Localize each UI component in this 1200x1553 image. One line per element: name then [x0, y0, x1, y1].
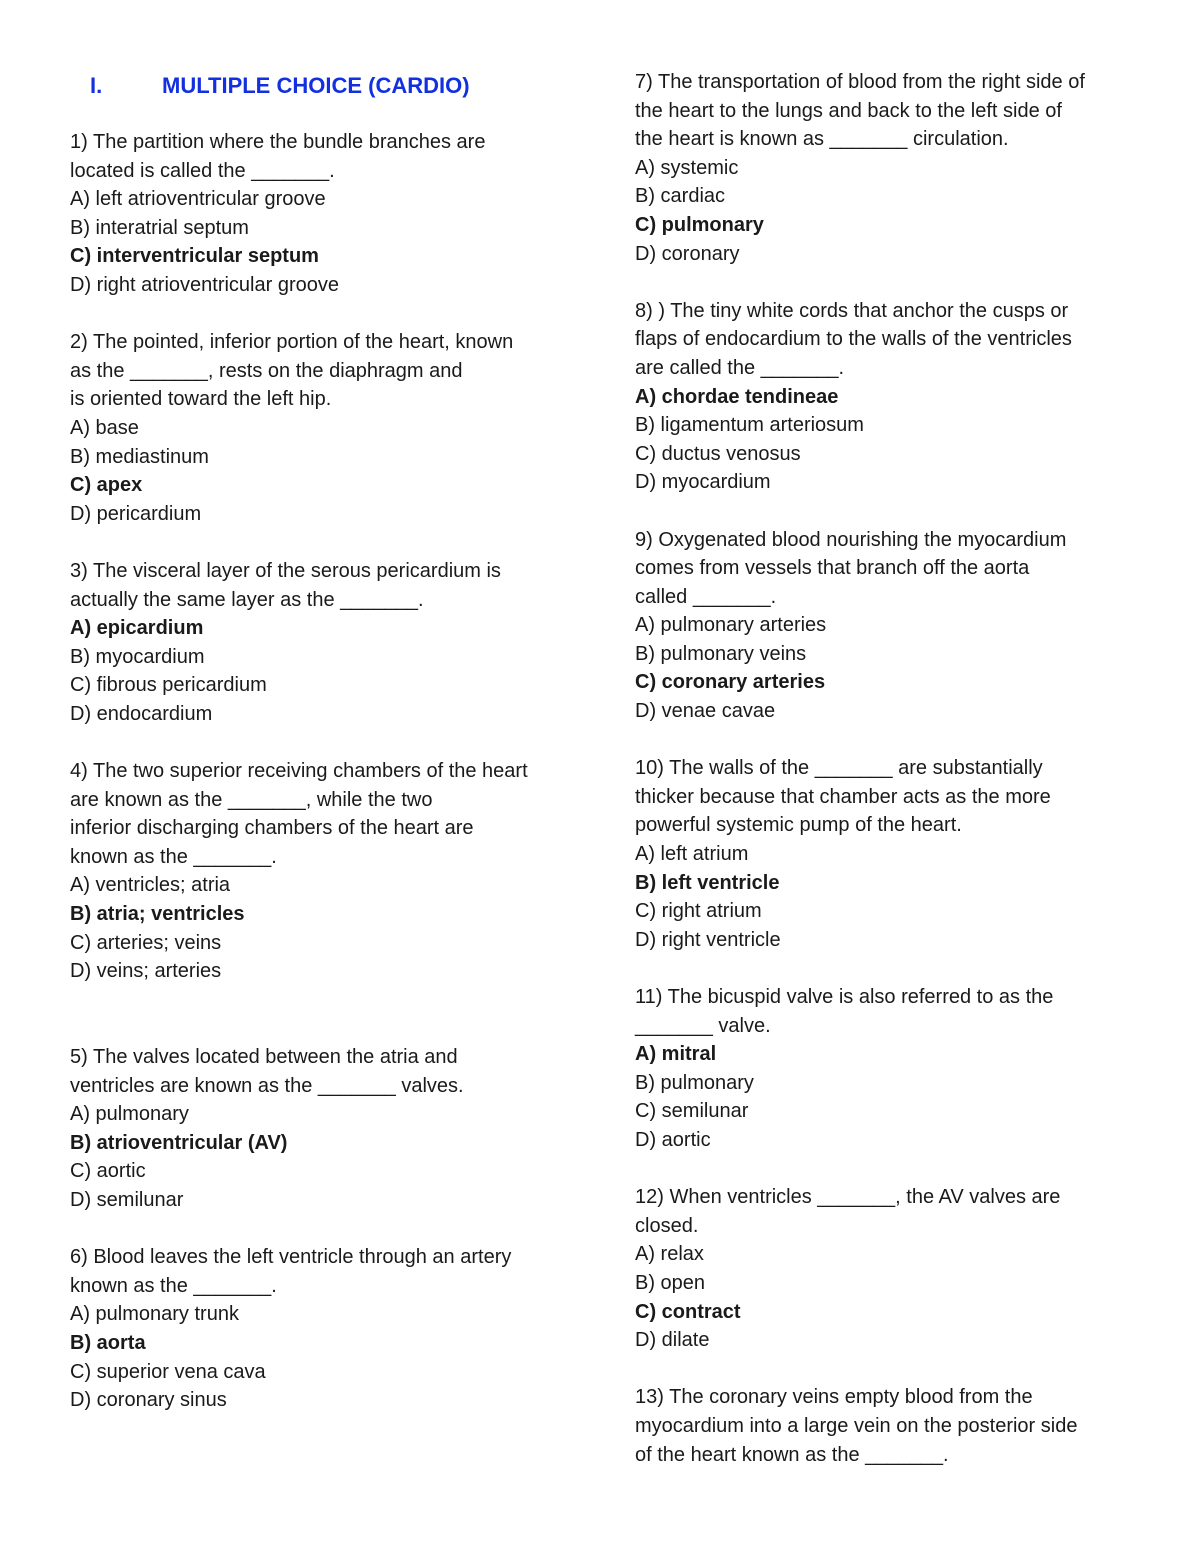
answer-option: D) coronary — [635, 242, 740, 265]
answer-option: B) cardiac — [635, 185, 726, 208]
question-stem-line: 12) When ventricles _______, the AV valves are — [635, 1186, 1061, 1209]
question-stem-line: 8) ) The tiny white cords that anchor the cusps or — [635, 299, 1069, 322]
question-2 — [70, 328, 580, 528]
question-stem-line: comes from vessels that branch off the aorta — [635, 557, 1030, 580]
question-stem-line: _______ valve. — [635, 1014, 771, 1037]
question-stem-line: known as the _______. — [70, 1274, 277, 1297]
correct-answer-option: B) atria; ventricles — [70, 903, 245, 926]
question-11 — [635, 983, 1155, 1155]
answer-option: A) base — [70, 416, 139, 439]
answer-option: B) interatrial septum — [70, 216, 249, 239]
answer-option: C) superior vena cava — [70, 1360, 266, 1383]
section-heading — [70, 68, 580, 104]
answer-option: C) fibrous pericardium — [70, 674, 267, 697]
correct-answer-option: A) chordae tendineae — [635, 385, 839, 408]
answer-option: B) open — [635, 1271, 706, 1294]
question-stem-line: 4) The two superior receiving chambers of the heart — [70, 760, 528, 783]
question-stem-line: are known as the _______, while the two — [70, 788, 433, 811]
answer-option: A) pulmonary arteries — [635, 614, 827, 637]
question-5 — [70, 1043, 580, 1215]
question-7 — [635, 68, 1155, 268]
answer-option: A) ventricles; atria — [70, 874, 231, 897]
question-stem-line: thicker because that chamber acts as the more — [635, 785, 1051, 808]
correct-answer-option: A) epicardium — [70, 617, 204, 640]
answer-option: C) aortic — [70, 1160, 146, 1183]
question-stem-line: as the _______, rests on the diaphragm and — [70, 359, 463, 382]
correct-answer-option: C) pulmonary — [635, 213, 764, 236]
answer-option: B) pulmonary — [635, 1071, 754, 1094]
answer-option: C) ductus venosus — [635, 442, 801, 465]
question-stem-line: 11) The bicuspid valve is also referred to as the — [635, 986, 1054, 1008]
answer-option: A) relax — [635, 1243, 704, 1266]
question-stem-line: of the heart known as the _______. — [635, 1443, 949, 1466]
left-column — [70, 68, 580, 1443]
answer-option: A) pulmonary trunk — [70, 1303, 239, 1326]
answer-option: D) coronary sinus — [70, 1389, 227, 1412]
answer-option: A) systemic — [635, 156, 739, 179]
question-1 — [70, 128, 580, 300]
question-stem-line: 2) The pointed, inferior portion of the heart, known — [70, 331, 514, 354]
question-stem-line: the heart is known as _______ circulation. — [635, 128, 1009, 151]
question-stem-line: closed. — [635, 1214, 699, 1237]
question-stem-line: 1) The partition where the bundle branches are — [70, 131, 486, 153]
answer-option: C) semilunar — [635, 1100, 749, 1123]
answer-option: D) venae cavae — [635, 700, 776, 723]
question-stem-line: the heart to the lungs and back to the left side of — [635, 99, 1062, 122]
answer-option: B) myocardium — [70, 645, 205, 668]
answer-option: D) aortic — [635, 1128, 711, 1151]
answer-option: D) veins; arteries — [70, 960, 222, 983]
question-stem-line: 10) The walls of the _______ are substantially — [635, 757, 1043, 780]
answer-option: D) pericardium — [70, 502, 202, 525]
correct-answer-option: B) aorta — [70, 1331, 146, 1354]
correct-answer-option: B) atrioventricular (AV) — [70, 1131, 288, 1154]
question-stem-line: 3) The visceral layer of the serous pericardium is — [70, 559, 501, 582]
answer-option: C) arteries; veins — [70, 931, 222, 954]
correct-answer-option: A) mitral — [635, 1043, 717, 1066]
section-number: I. — [90, 73, 103, 98]
answer-option: A) left atrium — [635, 843, 749, 866]
question-stem-line: 7) The transportation of blood from the right side of — [635, 71, 1085, 93]
answer-option: D) right atrioventricular groove — [70, 273, 339, 296]
question-12 — [635, 1183, 1155, 1355]
answer-option: D) endocardium — [70, 702, 213, 725]
answer-option: D) myocardium — [635, 471, 771, 494]
question-stem-line: 6) Blood leaves the left ventricle through an artery — [70, 1246, 512, 1269]
question-stem-line: ventricles are known as the _______ valves. — [70, 1074, 464, 1097]
section-title: MULTIPLE CHOICE (CARDIO) — [162, 73, 470, 98]
correct-answer-option: C) contract — [635, 1300, 741, 1323]
question-stem-line: 5) The valves located between the atria and — [70, 1046, 458, 1068]
question-stem-line: called _______. — [635, 585, 777, 608]
correct-answer-option: C) apex — [70, 474, 143, 497]
question-8 — [635, 297, 1155, 497]
question-stem-line: myocardium into a large vein on the posterior side — [635, 1414, 1078, 1437]
question-3 — [70, 557, 580, 729]
question-13 — [635, 1383, 1155, 1469]
question-stem-line: powerful systemic pump of the heart. — [635, 814, 962, 837]
question-6 — [70, 1243, 580, 1415]
answer-option: B) pulmonary veins — [635, 642, 807, 665]
answer-option: A) pulmonary — [70, 1103, 189, 1126]
answer-option: D) right ventricle — [635, 928, 781, 951]
answer-option: D) dilate — [635, 1329, 710, 1352]
correct-answer-option: B) left ventricle — [635, 871, 780, 894]
question-stem-line: inferior discharging chambers of the heart are — [70, 817, 474, 840]
question-stem-line: flaps of endocardium to the walls of the ventricles — [635, 328, 1072, 351]
question-9 — [635, 526, 1155, 726]
question-stem-line: is oriented toward the left hip. — [70, 388, 332, 411]
correct-answer-option: C) interventricular septum — [70, 245, 319, 268]
right-column — [635, 68, 1155, 1498]
question-10 — [635, 754, 1155, 954]
answer-option: D) semilunar — [70, 1188, 184, 1211]
answer-option: B) mediastinum — [70, 445, 209, 468]
question-stem-line: known as the _______. — [70, 845, 277, 868]
question-stem-line: 9) Oxygenated blood nourishing the myocardium — [635, 528, 1067, 551]
question-stem-line: are called the _______. — [635, 356, 845, 379]
answer-option: B) ligamentum arteriosum — [635, 414, 864, 437]
answer-option: A) left atrioventricular groove — [70, 188, 326, 211]
question-4 — [70, 757, 580, 986]
question-stem-line: located is called the _______. — [70, 159, 335, 182]
question-stem-line: 13) The coronary veins empty blood from the — [635, 1386, 1033, 1409]
blank-spacer — [70, 1014, 580, 1043]
correct-answer-option: C) coronary arteries — [635, 671, 826, 694]
answer-option: C) right atrium — [635, 900, 762, 923]
question-stem-line: actually the same layer as the _______. — [70, 588, 424, 611]
